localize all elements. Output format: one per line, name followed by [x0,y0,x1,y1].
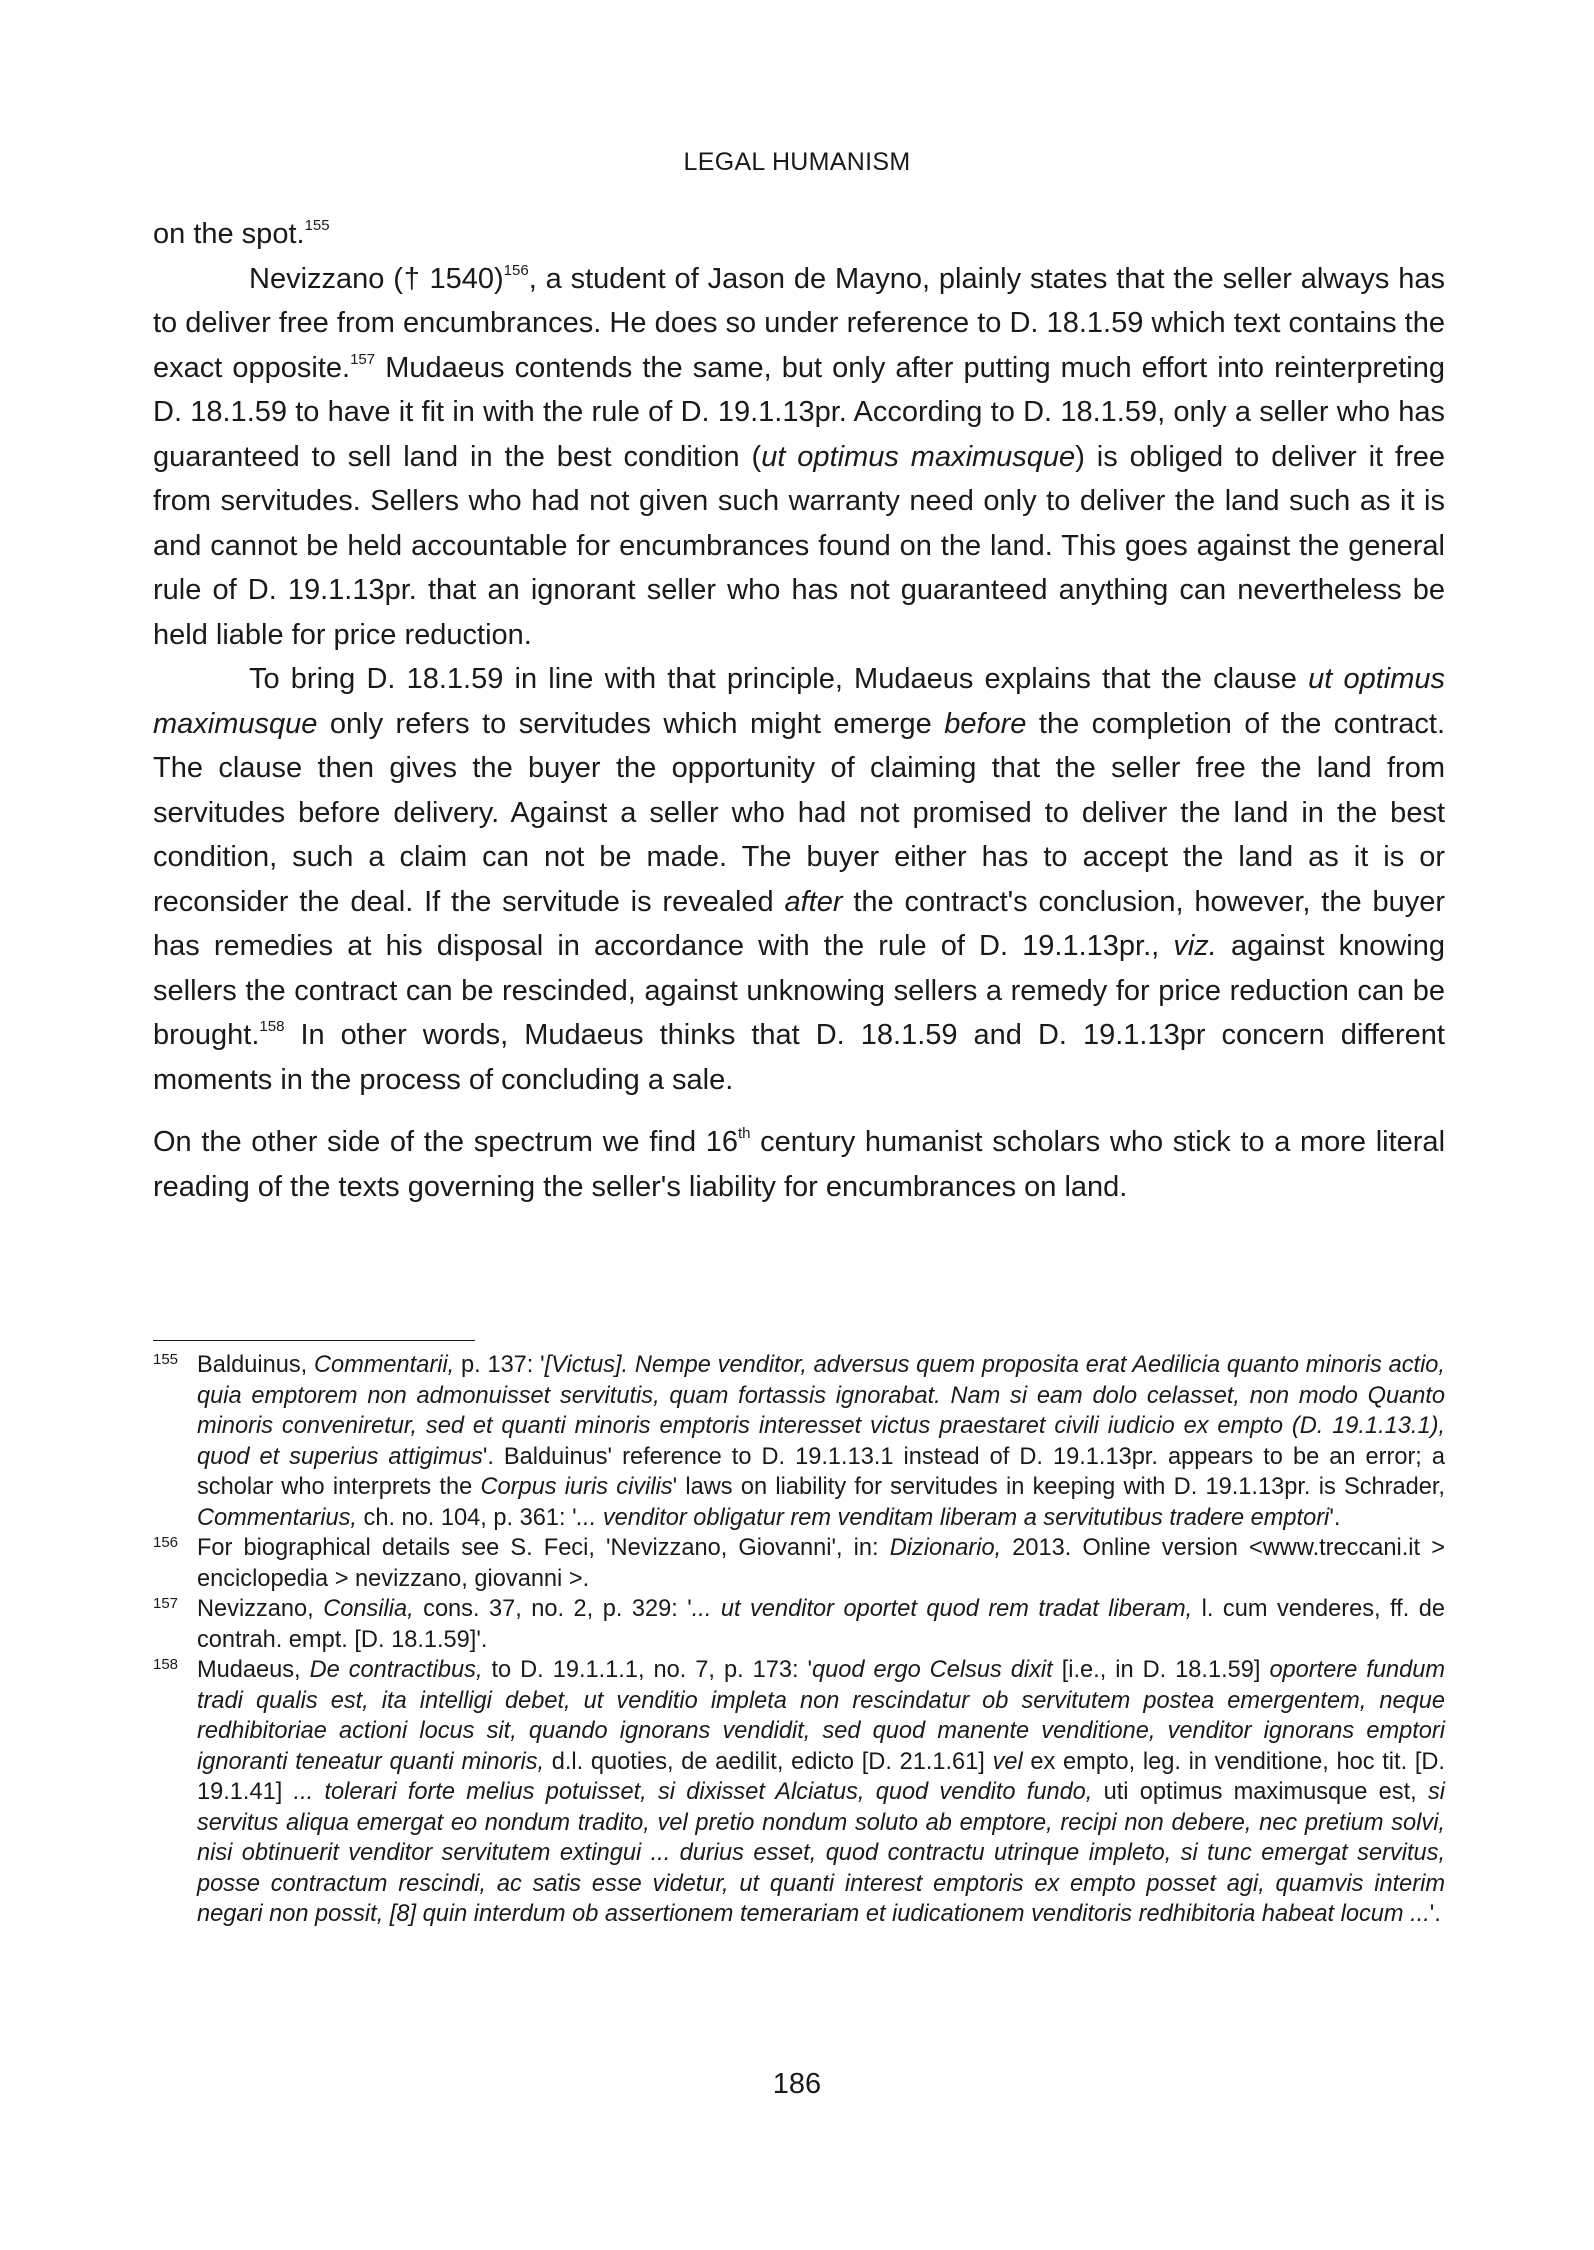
footnote-157: 157 Nevizzano, Consilia, cons. 37, no. 2, p. 329: '... ut venditor oportet quod rem tradat liberam, l. cum venderes, ff. de contrah. empt. [D. 18.1.59]'. [153,1595,1445,1653]
footnote-ref-157[interactable]: 157 [350,350,376,368]
paragraph-nevizzano: Nevizzano († 1540)$^{156}$, a student of Jason de Mayno, plainly states that the seller always has to deliver free from encumbrances. He does so under reference to D. 18.1.59 which text contains the exact opposite.$^{157}$ Mudaeus contends the same, but only after putting much effort into reinterpreting D. 18.1.59 to have it fit in with the rule of D. 19.1.13pr. According to D. 18.1.59, only a seller who has guaranteed to sell land in the best condition (ut optimus maximusque) is obliged to deliver it free from servitudes. Sellers who had not given such warranty need only to deliver the land such as it is and cannot be held accountable for encumbrances found on the land. This goes against the general rule of D. 19.1.13pr. that an ignorant seller who has not guaranteed anything can nevertheless be held liable for price reduction. [153,261,1445,651]
footnotes [153,1350,1445,1930]
footnote-ref-156[interactable]: 156 [503,261,529,279]
paragraph-other-side: On the other side of the spectrum we find 16th century humanist scholars who stick to a more literal reading of the texts governing the seller's liability for encumbrances on land. [153,1125,1446,1203]
page-number: 186 [772,2068,822,2100]
paragraph-continuation: on the spot.$^{155}$ [153,217,330,250]
main-text [153,212,1445,1209]
footnote-number: 156 [153,1534,179,1551]
footnote-number: 155 [153,1351,179,1368]
footnote-separator [153,1340,475,1341]
footnote-155: 155 Balduinus, Commentarii, p. 137: '[Victus]. Nempe venditor, adversus quem proposita erat Aedilicia quanto minoris actio, quia emptorem non admonuisset servitutis, quam fortassis ignorabat. Nam si eam dolo celasset, non modo Quanto minoris conveniretur, sed et quanti minoris emptoris interesset victus praestaret civili iudicio ex empto (D. 19.1.13.1), quod et superius attigimus'. Balduinus' reference to D. 19.1.13.1 instead of D. 19.1.13pr. appears to be an error; a scholar who interprets the Corpus iuris civilis' laws on liability for servitudes in keeping with D. 19.1.13pr. is Schrader, Commentarius, ch. no. 104, p. 361: '... venditor obligatur rem venditam liberam a servitutibus tradere emptori'. [153,1351,1446,1531]
footnote-ref-158[interactable]: 158 [259,1018,285,1035]
paragraph-mudaeus: To bring D. 18.1.59 in line with that principle, Mudaeus explains that the clause ut optimus maximusque only refers to servitudes which might emerge before the completion of the contract. The clause then gives the buyer the opportunity of claiming that the seller free the land from servitudes before delivery. Against a seller who had not promised to deliver the land in the best condition, such a claim can not be made. The buyer either has to accept the land as it is or reconsider the deal. If the servitude is revealed after the contract's conclusion, however, the buyer has remedies at his disposal in accordance with the rule of D. 19.1.13pr., viz. against knowing sellers the contract can be rescinded, against unknowing sellers a remedy for price reduction can be brought.$^{158}$ In other words, Mudaeus thinks that D. 18.1.59 and D. 19.1.13pr concern different moments in the process of concluding a sale. [153,663,1446,1096]
footnote-number: 157 [153,1595,179,1612]
footnote-ref-155[interactable]: 155 [304,217,330,234]
footnote-156: 156 For biographical details see S. Feci, 'Nevizzano, Giovanni', in: Dizionario, 2013. Online version <www.treccani.it > enciclopedia > nevizzano, giovanni >. [153,1534,1445,1592]
footnote-number: 158 [153,1656,179,1673]
footnote-158: 158 Mudaeus, De contractibus, to D. 19.1.1.1, no. 7, p. 173: 'quod ergo Celsus dixit [i.e., in D. 18.1.59] oportere fundum tradi qualis est, ita intelligi debet, ut venditio impleta non rescindatur ob servitutem postea emergentem, neque redhibitoriae actioni locus sit, quando ignorans vendidit, sed quod manente venditione, venditor ignorans emptori ignoranti teneatur quanti minoris, d.l. quoties, de aedilit, edicto [D. 21.1.61] vel ex empto, leg. in venditione, hoc tit. [D. 19.1.41] ... tolerari forte melius potuisset, si dixisset Alciatus, quod vendito fundo, uti optimus maximusque est, si servitus aliqua emergat eo nondum tradito, vel pretio nondum soluto ab emptore, recipi non debere, nec pretium solvi, nisi obtinuerit venditor servitutem extingui ... durius esset, quod contractu utrinque impleto, si tunc emergat servitus, posse contractum rescindi, ac satis esse videtur, ut quanti interest emptoris ex empto posset agi, quamvis interim negari non possit, [8] quin interdum ob assertionem temerariam et iudicationem venditoris redhibitoria habeat locum ...'. [153,1656,1445,1927]
running-header: LEGAL HUMANISM [683,148,911,176]
